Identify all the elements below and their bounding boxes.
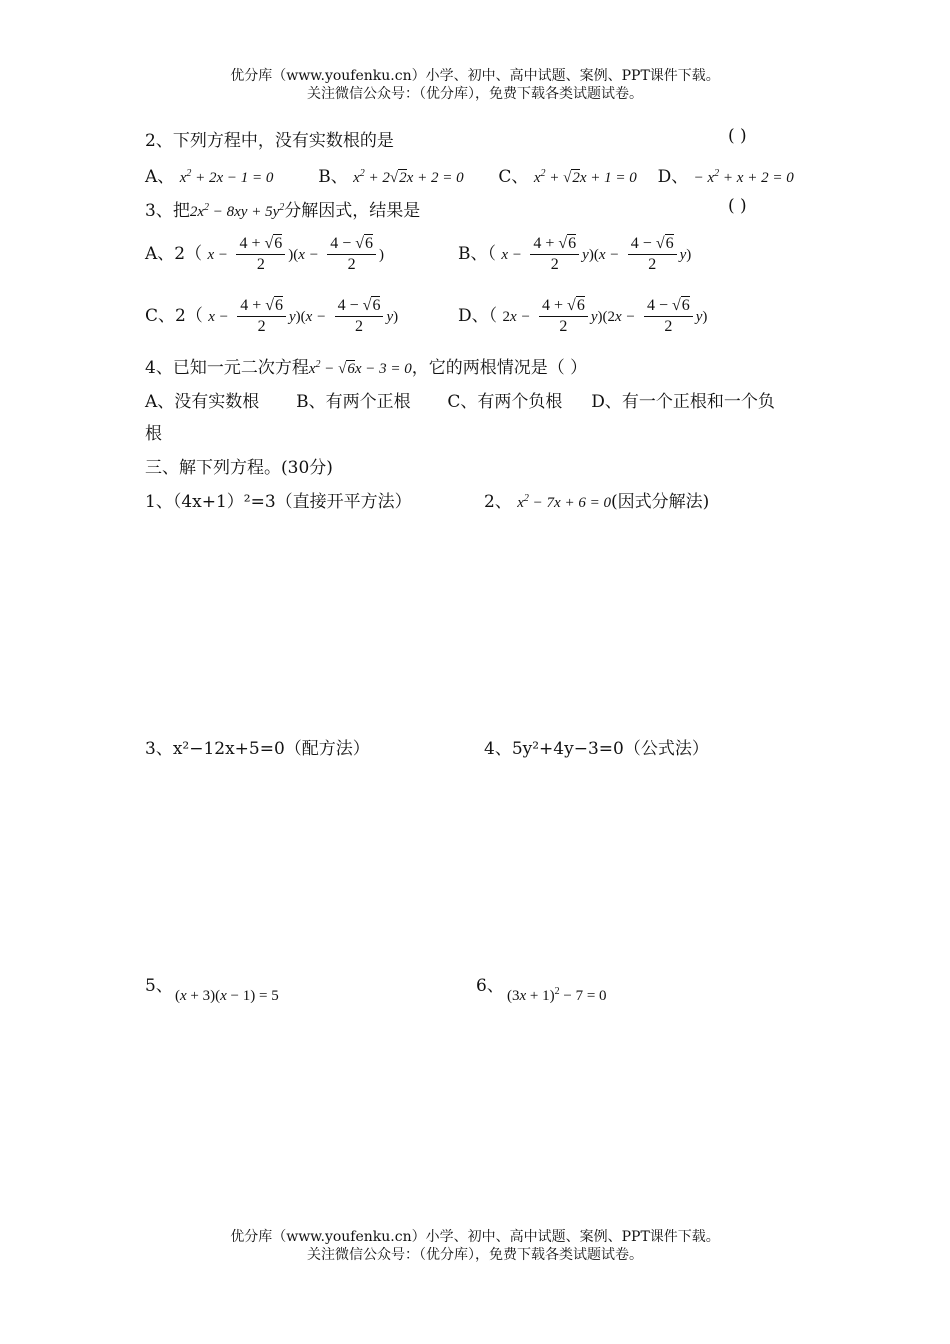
problem-1: 1、（4x+1）²=3（直接开平方法） [145,492,412,512]
problem-6-equation: $(3x + 1)^2 - 7 = 0$ [507,986,607,1004]
q2-option-b-expr: $x^2 + 2√2x + 2 = 0$ [353,168,464,186]
fraction: $\frac{4 - √6}{2}$ [327,234,376,275]
q4-suffix: ，它的两根情况是（ ） [411,358,588,378]
section-title: 三、解下列方程。(30分) [145,458,333,478]
fraction: $\frac{4 + √6}{2}$ [539,296,588,337]
q4-option-d-continued: 根 [145,424,162,444]
q4-equation: $x^2 - √6x - 3 = 0$ [308,359,412,377]
problem-5-number: 5、 [145,976,173,996]
problem-3: 3、x²−12x+5=0（配方法） [145,739,370,759]
fraction: $\frac{4 - √6}{2}$ [335,296,384,337]
q4-option-c: C、有两个负根 [447,392,563,412]
page-footer-line1: 优分库（www.youfenku.cn）小学、初中、高中试题、案例、PPT课件下载。 [230,1229,720,1245]
q4-stem [145,353,587,378]
q2-option-d-expr: − $x^2 + x + 2 = 0$ [693,168,794,186]
q3-suffix: 分解因式，结果是 [284,201,421,221]
q3-expression: $2x^2 - 8xy + 5y^2$ [189,202,285,220]
fraction: $\frac{4 + √6}{2}$ [236,234,285,275]
fraction: $\frac{4 + √6}{2}$ [237,296,286,337]
q2-option-c-label: C、 [498,167,529,187]
problem-2-equation: $x^2 - 7x + 6 = 0$ [517,493,611,511]
q3-option-b-label: B、（ [458,244,496,264]
q2-options [145,162,794,187]
q3-stem [145,196,420,221]
q4-prefix: 4、已知一元二次方程 [145,358,309,378]
page-header-line1: 优分库（www.youfenku.cn）小学、初中、高中试题、案例、PPT课件下载。 [230,68,720,84]
q3-prefix: 3、把 [145,201,190,221]
q2-option-a-label: A、 [145,167,175,187]
q4-option-a: A、没有实数根 [145,392,260,412]
q3-option-d: D、（ 2x − $\frac{4 + √6}{2}$ y)(2x − $\frac{4 - √6}{2}$ y) [458,297,708,335]
fraction: $\frac{4 - √6}{2}$ [628,234,677,275]
q4-option-d: D、有一个正根和一个负 [591,392,775,412]
problem-5-equation: (x + 3)(x − 1) = 5 [175,988,279,1004]
problem-2-method: (因式分解法) [610,492,710,512]
q2-option-b-label: B、 [318,167,348,187]
q2-option-a-expr: $x^2 + 2x - 1 = 0$ [179,168,274,186]
q3-option-d-label: D、（ [458,306,498,326]
fraction: $\frac{4 + √6}{2}$ [530,234,579,275]
page-footer-line2: 关注微信公众号：（优分库），免费下载各类试题试卷。 [307,1247,643,1263]
q2-option-c-expr: $x^2 + √2x + 1 = 0$ [533,168,637,186]
q2-stem: 2、下列方程中，没有实数根的是 [145,131,394,151]
q3-option-a-label: A、2（ [145,244,203,264]
q3-answer-bracket: ( ) [728,196,747,216]
q3-option-c: C、2（ x − $\frac{4 + √6}{2}$ y)(x − $\frac{4 - √6}{2}$ y) [145,297,399,335]
q2-option-d-label: D、 [657,167,689,187]
q3-option-b: B、（ x − $\frac{4 + √6}{2}$ y)(x − $\frac{4 - √6}{2}$ y) [458,235,692,273]
problem-6-number: 6、 [476,976,504,996]
q3-option-c-label: C、2（ [145,306,203,326]
problem-2-number: 2、 [484,492,512,512]
fraction: $\frac{4 - √6}{2}$ [644,296,693,337]
q4-options [145,387,775,412]
problem-2 [484,487,709,512]
problem-4: 4、5y²+4y−3=0（公式法） [484,739,709,759]
q3-option-a: A、2（ x − $\frac{4 + √6}{2}$ )(x − $\frac{4 - √6}{2}$ ) [145,235,385,273]
page-header-line2: 关注微信公众号：（优分库），免费下载各类试题试卷。 [307,86,643,102]
q2-answer-bracket: ( ) [728,126,747,146]
q4-option-b: B、有两个正根 [296,392,411,412]
